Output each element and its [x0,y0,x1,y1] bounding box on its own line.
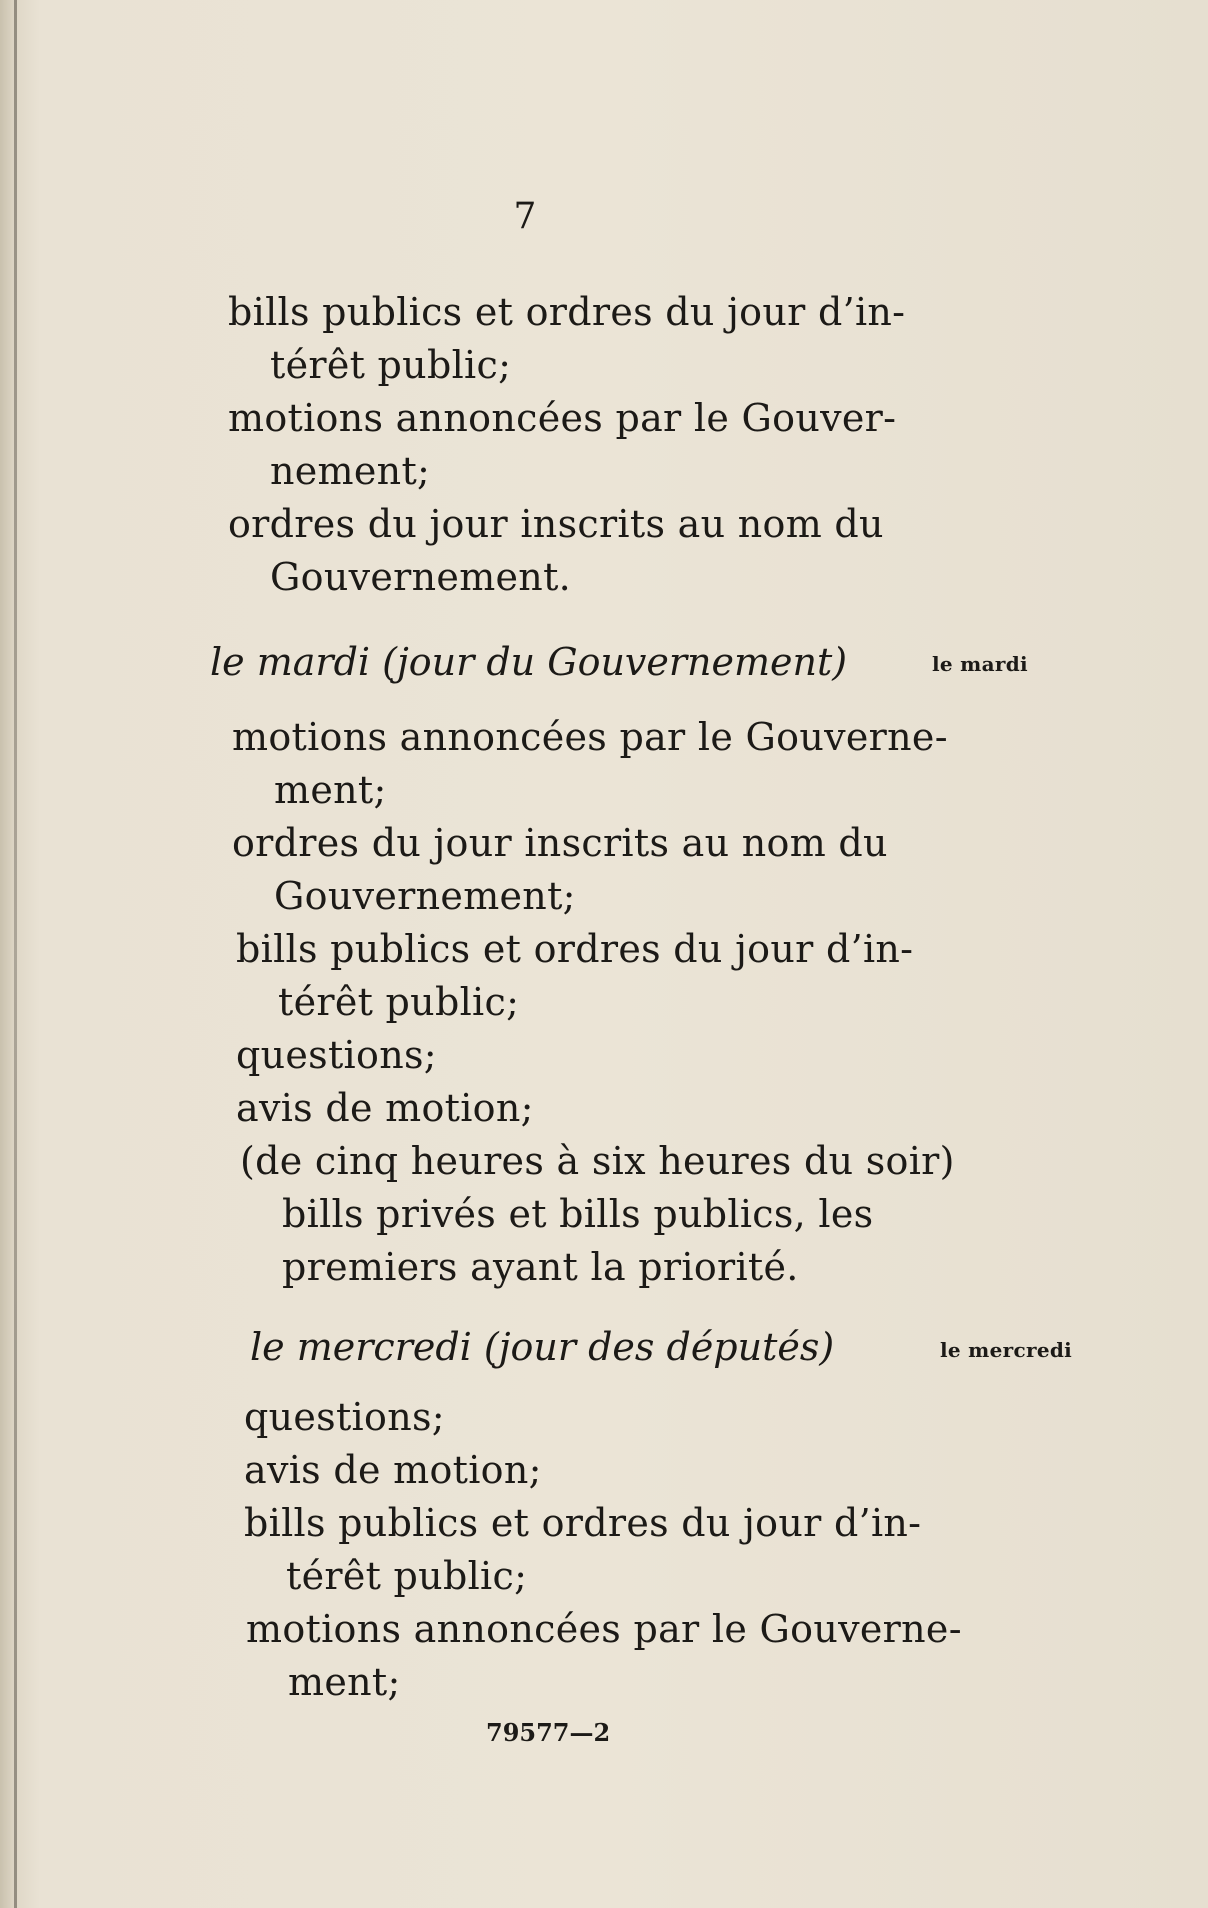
top-line-4: nement; [270,449,431,493]
top-line-1: bills publics et ordres du jour d’in- [228,290,906,334]
tuesday-line-9: (de cinq heures à six heures du soir) [240,1139,955,1183]
signature-code: 79577—2 [486,1718,611,1747]
wednesday-line-6: ment; [288,1660,401,1704]
top-line-3: motions annoncées par le Gouver- [228,396,897,440]
wednesday-line-2: avis de motion; [244,1448,542,1492]
binding-line [14,0,17,1908]
top-line-6: Gouvernement. [270,555,572,599]
tuesday-line-1: motions annoncées par le Gouverne- [232,715,948,759]
tuesday-line-6: térêt public; [278,980,520,1024]
tuesday-line-8: avis de motion; [236,1086,534,1130]
tuesday-margin-note: le mardi [932,652,1028,676]
tuesday-line-11: premiers ayant la priorité. [282,1245,799,1289]
tuesday-line-2: ment; [274,768,387,812]
page-number: 7 [513,196,537,237]
tuesday-line-10: bills privés et bills publics, les [282,1192,874,1236]
top-line-2: térêt public; [270,343,512,387]
top-line-5: ordres du jour inscrits au nom du [228,502,884,546]
wednesday-line-1: questions; [244,1395,445,1439]
wednesday-heading: le mercredi (jour des députés) [250,1325,835,1369]
wednesday-line-5: motions annoncées par le Gouverne- [246,1607,962,1651]
tuesday-line-4: Gouvernement; [274,874,576,918]
tuesday-line-5: bills publics et ordres du jour d’in- [236,927,914,971]
binding-shadow [0,0,14,1908]
tuesday-line-3: ordres du jour inscrits au nom du [232,821,888,865]
tuesday-line-7: questions; [236,1033,437,1077]
wednesday-line-3: bills publics et ordres du jour d’in- [244,1501,922,1545]
tuesday-heading: le mardi (jour du Gouvernement) [210,640,848,684]
wednesday-line-4: térêt public; [286,1554,528,1598]
wednesday-margin-note: le mercredi [940,1338,1073,1362]
